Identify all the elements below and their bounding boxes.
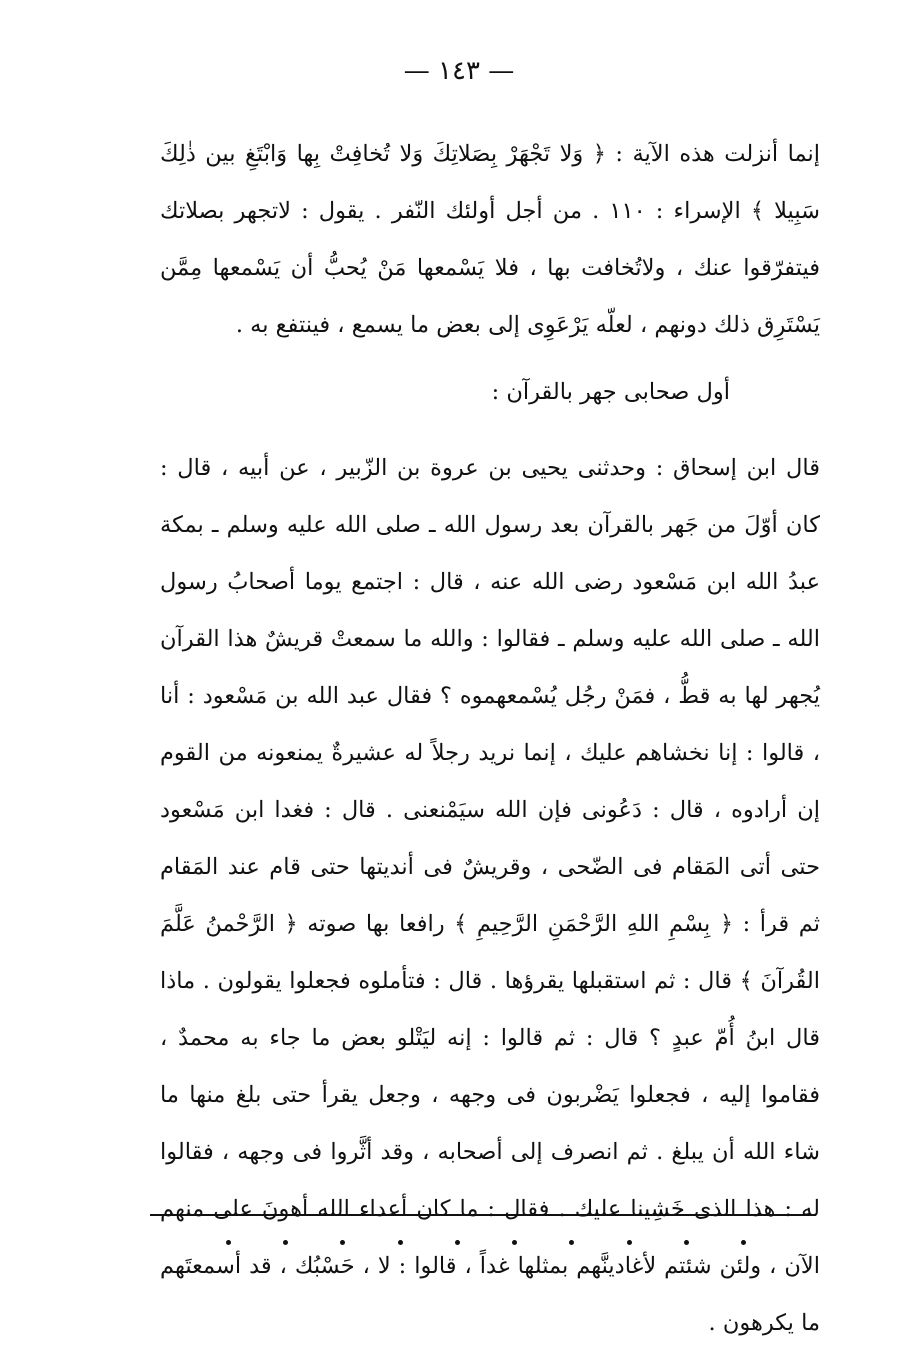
footer-dot	[226, 1240, 231, 1245]
footer-dot	[741, 1240, 746, 1245]
section-heading: أول صحابى جهر بالقرآن :	[491, 379, 730, 405]
paragraph-verse-explanation: إنما أنزلت هذه الآية : ﴿ وَلا تَجْهَرْ بِصَلاتِكَ وَلا تُخافِتْ بِها وَابْتَغِ بين ذٰلِكَ سَبِيلا ﴾ الإسراء : ١١٠ . من أجل أولئك النّفر . يقول : لاتجهر بصلاتك فيتفرّقوا عنك ، ولاتُخافت بها ، فلا يَسْمعها مَنْ يُحبُّ أن يَسْمعها مِمَّن يَسْتَرِق ذلك دونهم ، لعلّه يَرْعَوِى إلى بعض ما يسمع ، فينتفع به .	[160, 141, 820, 338]
footer-dot	[512, 1240, 517, 1245]
footer-dot	[283, 1240, 288, 1245]
footer-dot	[627, 1240, 632, 1245]
page-number: — ١٤٣ —	[403, 56, 515, 86]
footer-rule	[150, 1214, 816, 1216]
footer-dots	[226, 1240, 746, 1245]
footer-dot	[569, 1240, 574, 1245]
paragraph-ibn-masud-story: قال ابن إسحاق : وحدثنى يحيى بن عروة بن الزّبير ، عن أبيه ، قال : كان أوّلَ من جَهر بالقرآن بعد رسول الله ـ صلى الله عليه وسلم ـ بمكة عبدُ الله ابن مَسْعود رضى الله عنه ، قال : اجتمع يوما أصحابُ رسول الله ـ صلى الله عليه وسلم ـ فقالوا : والله ما سمعتْ قريشٌ هذا القرآن يُجهر لها به قطُّ ، فمَنْ رجُل يُسْمعهموه ؟ فقال عبد الله بن مَسْعود : أنا ، قالوا : إنا نخشاهم عليك ، إنما نريد رجلاً له عشيرةٌ يمنعونه من القوم إن أرادوه ، قال : دَعُونى فإن الله سيَمْنعنى . قال : فغدا ابن مَسْعود حتى أتى المَقام فى الضّحى ، وقريشٌ فى أنديتها حتى قام عند المَقام ثم قرأ : ﴿ بِسْمِ اللهِ الرَّحْمَنِ الرَّحِيمِ ﴾ رافعا بها صوته ﴿ الرَّحْمنُ عَلَّمَ القُرآنَ ﴾ قال : ثم استقبلها يقرؤها . قال : فتأملوه فجعلوا يقولون . ماذا قال ابنُ أُمّ عبدٍ ؟ قال : ثم قالوا : إنه ليَتْلو بعض ما جاء به محمدٌ ، فقاموا إليه ، فجعلوا يَضْربون فى وجهه ، وجعل يقرأ حتى بلغ منها ما شاء الله أن يبلغ . ثم انصرف إلى أصحابه ، وقد أثَّروا فى وجهه ، فقالوا له : هذا الذى خَشِينا عليك . فقال : ما كان أعداء الله أهونَ على منهم الآن ، ولئن شئتم لأغادينَّهم بمثلها غداً ، قالوا : لا ، حَسْبُك ، قد أسمعتَهم ما يكرهون .	[160, 455, 820, 1336]
footer-dot	[455, 1240, 460, 1245]
footer-dot	[340, 1240, 345, 1245]
footer-dot	[398, 1240, 403, 1245]
footer-dot	[684, 1240, 689, 1245]
